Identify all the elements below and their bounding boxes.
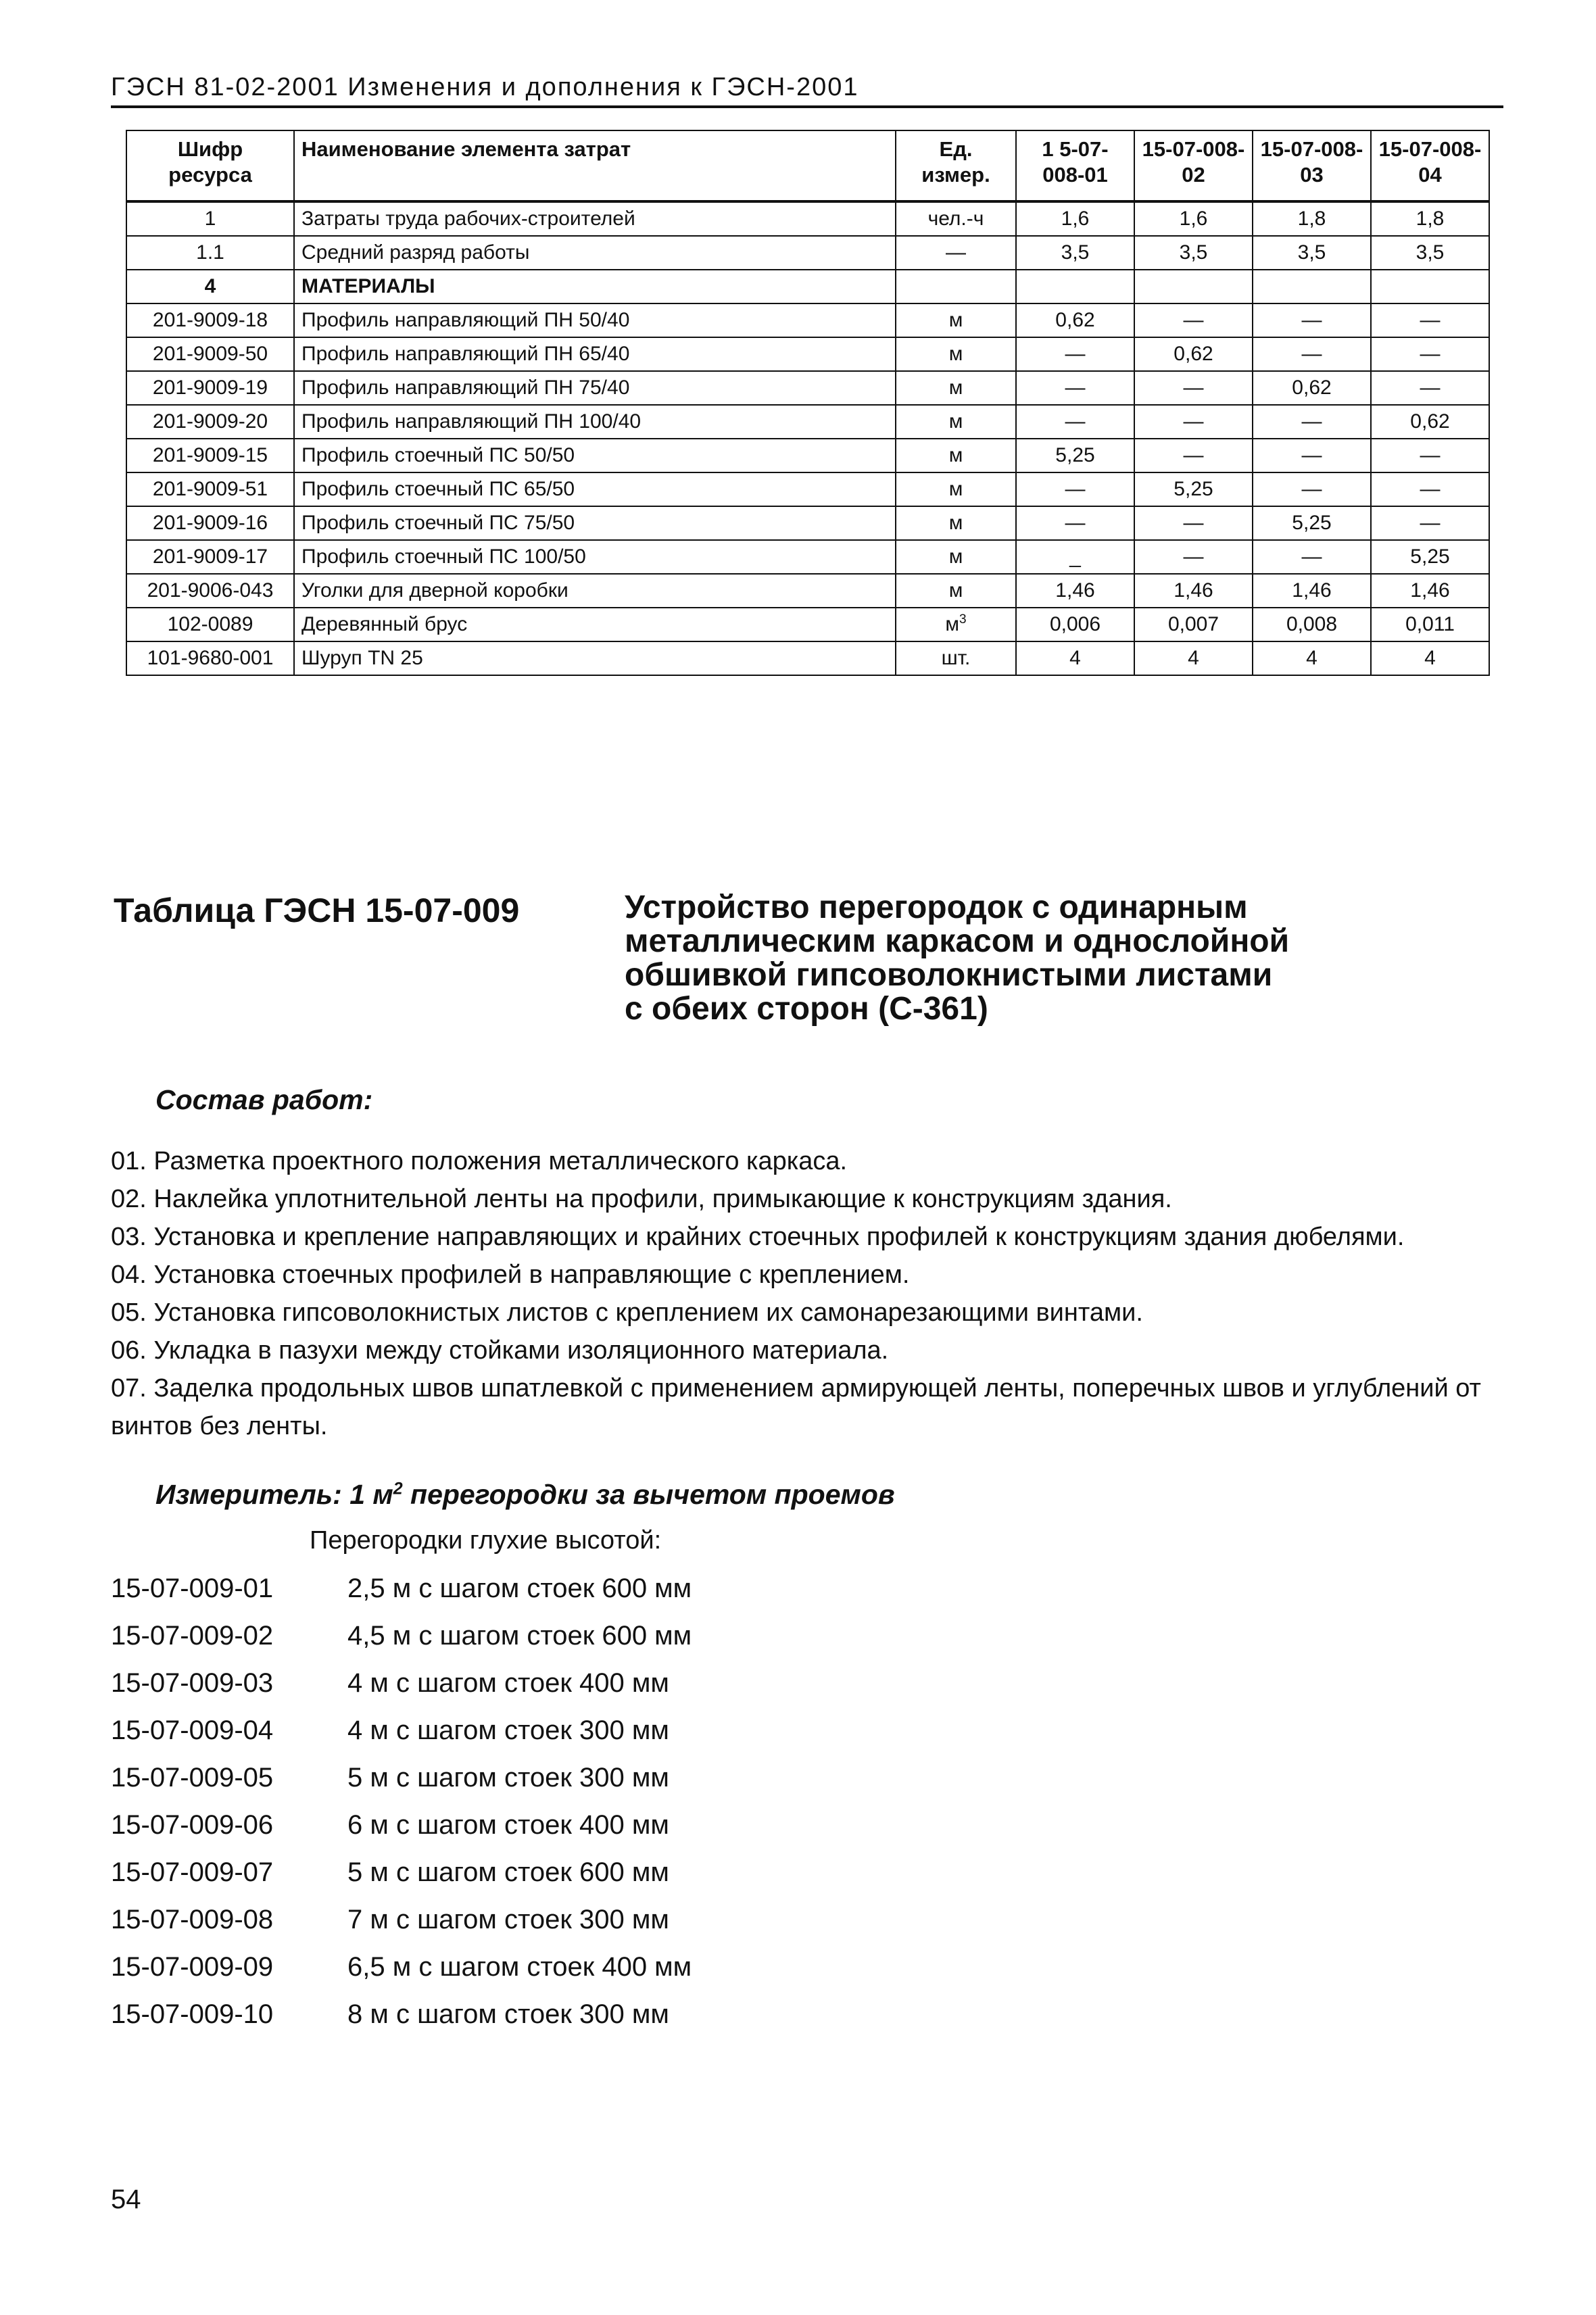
cell-code [126,574,294,608]
table-row [126,608,1489,641]
variant-code: 15-07-009-08 [111,1905,274,1934]
cell-name-text: Профиль стоечный ПС 65/50 [301,478,575,500]
variant-code: 15-07-009-01 [111,1574,274,1603]
cell-unit-text: м [948,410,963,433]
cell-value-2 [1134,472,1253,506]
header-code: Шифр ресурса [126,130,294,201]
cell-value-4 [1371,439,1489,472]
cell-value-3-text: 0,008 [1286,613,1338,635]
header-rule [111,105,1503,108]
cell-name-text: МАТЕРИАЛЫ [301,275,435,297]
cell-value-3-text: — [1301,309,1322,331]
cell-value-4 [1371,405,1489,439]
cell-value-4 [1371,506,1489,540]
resource-norms-table [126,130,1490,676]
cell-unit-text: чел.-ч [927,208,984,230]
cell-value-1-text: _ [1069,545,1081,568]
table-label: Таблица ГЭСН 15-07-009 [114,892,520,929]
cell-value-4 [1371,608,1489,641]
cell-code-text: 1 [204,208,216,230]
cell-value-4-text: 1,8 [1416,208,1445,230]
cell-value-4-text: 3,5 [1416,241,1445,264]
cell-unit [896,574,1016,608]
variant-row [111,1617,1125,1664]
variant-description: 2,5 м с шагом стоек 600 мм [347,1574,692,1603]
cell-value-4 [1371,540,1489,574]
variant-row [111,1901,1125,1948]
table-row [126,439,1489,472]
cell-value-3 [1253,337,1371,371]
cell-value-1 [1016,439,1134,472]
cell-unit-text: м [948,343,963,365]
unit-superscript: 3 [959,612,967,627]
cell-name [294,472,896,506]
cell-value-4-text: 0,62 [1410,410,1450,433]
cell-code-text: 201-9006-043 [147,579,274,602]
variant-description: 8 м с шагом стоек 300 мм [347,1999,669,2029]
table-row [126,540,1489,574]
cell-unit [896,506,1016,540]
cell-value-3-text: — [1301,410,1322,433]
cell-value-4 [1371,371,1489,405]
cell-value-2-text: 5,25 [1174,478,1213,500]
cell-code [126,270,294,303]
variant-code: 15-07-009-09 [111,1952,274,1982]
cell-code-text: 201-9009-16 [152,512,268,534]
cell-value-3-text: — [1301,444,1322,466]
cell-value-2 [1134,574,1253,608]
cell-code [126,337,294,371]
cell-code-text: 4 [204,275,216,297]
cell-value-3-text: 1,46 [1292,579,1332,602]
cell-value-1 [1016,608,1134,641]
cell-name-text: Профиль стоечный ПС 50/50 [301,444,575,466]
cell-value-4 [1371,201,1489,236]
cell-value-2-text: 0,62 [1174,343,1213,365]
cell-value-1-text: 3,5 [1061,241,1090,264]
table-row [126,506,1489,540]
cell-value-4 [1371,641,1489,675]
cell-value-1 [1016,472,1134,506]
cell-name-text: Уголки для дверной коробки [301,579,569,602]
cell-value-1-text: — [1065,343,1086,365]
cell-name [294,574,896,608]
cell-code [126,303,294,337]
cell-value-2-text: — [1183,376,1204,399]
cell-value-2-text: — [1183,512,1204,534]
table-title-line: Устройство перегородок с одинарным [625,890,1248,925]
cell-code-text: 102-0089 [167,613,253,635]
cell-value-1 [1016,405,1134,439]
cell-value-2 [1134,201,1253,236]
cell-value-2-text: 4 [1188,647,1199,669]
cell-value-4-text: — [1420,444,1441,466]
cell-value-1 [1016,371,1134,405]
works-heading: Состав работ: [155,1084,373,1115]
cell-unit [896,608,1016,641]
cell-name [294,371,896,405]
cell-unit-text: шт. [941,647,971,669]
cell-code [126,472,294,506]
cell-value-4 [1371,337,1489,371]
cell-unit [896,371,1016,405]
variant-row [111,1664,1125,1711]
cell-value-2 [1134,405,1253,439]
cell-name [294,270,896,303]
header-unit: Ед. измер. [896,130,1016,201]
cell-value-2 [1134,337,1253,371]
variants-list [111,1569,1125,2043]
variant-row [111,1711,1125,1759]
cell-value-4-text: — [1420,512,1441,534]
variant-description: 7 м с шагом стоек 300 мм [347,1905,669,1934]
work-item: 06. Укладка в пазухи между стойками изоляционного материала. [111,1336,889,1365]
measure-prefix: Измеритель: 1 м [155,1479,393,1510]
cell-name [294,540,896,574]
running-header: ГЭСН 81-02-2001 Изменения и дополнения к ГЭСН-2001 [111,73,859,101]
works-list [111,1142,1517,1445]
cell-value-4 [1371,472,1489,506]
cell-value-2-text: — [1183,309,1204,331]
cell-value-3-text: 3,5 [1297,241,1326,264]
cell-name [294,506,896,540]
table-header-row [126,130,1489,201]
cell-value-1-text: 0,006 [1049,613,1101,635]
cell-value-4 [1371,236,1489,270]
table-row [126,472,1489,506]
cell-name [294,641,896,675]
measure-superscript: 2 [393,1479,403,1498]
variant-row [111,1853,1125,1901]
cell-unit-text: м [948,512,963,534]
work-item: 07. Заделка продольных швов шпатлевкой с применением армирующей ленты, поперечных швов и углублений от винтов без ленты. [111,1374,1481,1440]
cell-code [126,641,294,675]
cell-value-1-text: — [1065,376,1086,399]
cell-unit [896,472,1016,506]
table-title [625,891,1476,1026]
cell-value-3 [1253,506,1371,540]
cell-code [126,405,294,439]
variant-description: 4 м с шагом стоек 300 мм [347,1715,669,1745]
cell-name-text: Затраты труда рабочих-строителей [301,208,635,230]
cell-unit-text: м [948,376,963,399]
table-row [126,270,1489,303]
table-row [126,641,1489,675]
cell-value-3 [1253,472,1371,506]
header-col-2: 15-07-008-02 [1134,130,1253,201]
cell-value-2-text: 1,46 [1174,579,1213,602]
cell-code [126,439,294,472]
cell-value-4-text: 1,46 [1410,579,1450,602]
header-col-1: 1 5-07-008-01 [1016,130,1134,201]
cell-value-3 [1253,641,1371,675]
variant-code: 15-07-009-06 [111,1810,274,1840]
cell-name-text: Средний разряд работы [301,241,530,264]
cell-value-1 [1016,540,1134,574]
variant-row [111,1948,1125,1995]
cell-value-4-text: — [1420,376,1441,399]
cell-value-3 [1253,405,1371,439]
cell-name [294,337,896,371]
cell-value-2 [1134,641,1253,675]
cell-value-2 [1134,303,1253,337]
work-item: 05. Установка гипсоволокнистых листов с креплением их самонарезающими винтами. [111,1298,1143,1327]
work-item: 01. Разметка проектного положения металлического каркаса. [111,1147,848,1175]
cell-value-1-text: 0,62 [1055,309,1095,331]
cell-value-4-text: — [1420,343,1441,365]
cell-value-2 [1134,371,1253,405]
cell-name-text: Профиль стоечный ПС 75/50 [301,512,575,534]
table-body [126,201,1489,675]
cell-value-3 [1253,270,1371,303]
variant-description: 6 м с шагом стоек 400 мм [347,1810,669,1840]
cell-value-3-text: — [1301,478,1322,500]
cell-code-text: 201-9009-17 [152,545,268,568]
cell-value-4-text: — [1420,478,1441,500]
cell-unit-text: — [946,241,966,264]
header-name: Наименование элемента затрат [294,130,896,201]
cell-value-3-text: 0,62 [1292,376,1332,399]
cell-value-2-text: 3,5 [1179,241,1208,264]
cell-code-text: 101-9680-001 [147,647,274,669]
cell-value-3-text: — [1301,545,1322,568]
cell-code [126,506,294,540]
measure-suffix: перегородки за вычетом проемов [402,1479,895,1510]
variants-heading: Перегородки глухие высотой: [310,1526,662,1555]
cell-value-1-text: — [1065,478,1086,500]
page-number: 54 [111,2185,141,2214]
table-row [126,201,1489,236]
cell-value-1 [1016,506,1134,540]
cell-code [126,371,294,405]
variant-code: 15-07-009-10 [111,1999,274,2029]
cell-value-4-text: 4 [1424,647,1436,669]
table-title-line: металлическим каркасом и однослойной [625,923,1290,959]
table-row [126,371,1489,405]
cell-code-text: 1.1 [196,241,224,264]
cell-code-text: 201-9009-19 [152,376,268,399]
cell-unit-text: м [948,444,963,466]
cell-name-text: Деревянный брус [301,613,468,635]
variant-description: 5 м с шагом стоек 300 мм [347,1763,669,1793]
cell-code-text: 201-9009-51 [152,478,268,500]
cell-value-1-text: — [1065,410,1086,433]
table-row [126,337,1489,371]
cell-value-1-text: 4 [1069,647,1081,669]
measure-unit [155,1479,895,1511]
cell-value-1 [1016,236,1134,270]
cell-value-1-text: 1,6 [1061,208,1090,230]
variant-code: 15-07-009-04 [111,1715,274,1745]
cell-code-text: 201-9009-20 [152,410,268,433]
cell-name [294,236,896,270]
cell-unit-text: м [948,309,963,331]
variant-description: 5 м с шагом стоек 600 мм [347,1857,669,1887]
cell-unit-text: м [948,478,963,500]
cell-value-3 [1253,201,1371,236]
cell-value-3-text: 5,25 [1292,512,1332,534]
table-row [126,236,1489,270]
cell-unit [896,270,1016,303]
cell-value-4-text: 5,25 [1410,545,1450,568]
cell-value-3-text: 4 [1306,647,1317,669]
variant-row [111,1569,1125,1617]
cell-unit [896,201,1016,236]
cell-unit [896,439,1016,472]
cell-value-3 [1253,371,1371,405]
cell-unit-text: м [945,613,960,635]
cell-value-1-text: — [1065,512,1086,534]
cell-name [294,439,896,472]
cell-value-2-text: 0,007 [1167,613,1219,635]
variant-description: 4 м с шагом стоек 400 мм [347,1668,669,1698]
cell-code [126,201,294,236]
cell-value-2-text: 1,6 [1179,208,1208,230]
cell-value-1-text: 1,46 [1055,579,1095,602]
cell-value-2 [1134,439,1253,472]
cell-value-2 [1134,270,1253,303]
cell-value-1 [1016,201,1134,236]
cell-value-4-text: 0,011 [1405,613,1455,635]
cell-value-2 [1134,608,1253,641]
variant-code: 15-07-009-05 [111,1763,274,1793]
cell-unit-text: м [948,545,963,568]
cell-name [294,608,896,641]
cell-value-3-text: — [1301,343,1322,365]
variant-code: 15-07-009-02 [111,1621,274,1651]
cell-code [126,236,294,270]
cell-value-3 [1253,303,1371,337]
cell-name-text: Профиль стоечный ПС 100/50 [301,545,586,568]
cell-unit [896,405,1016,439]
variant-description: 4,5 м с шагом стоек 600 мм [347,1621,692,1651]
variant-row [111,1995,1125,2043]
header-col-4: 15-07-008-04 [1371,130,1489,201]
cell-value-1-text: 5,25 [1055,444,1095,466]
cell-unit [896,303,1016,337]
cell-value-2-text: — [1183,444,1204,466]
table-row [126,574,1489,608]
cell-value-3 [1253,236,1371,270]
work-item: 02. Наклейка уплотнительной ленты на профили, примыкающие к конструкциям здания. [111,1185,1172,1213]
cell-code-text: 201-9009-15 [152,444,268,466]
cell-value-1 [1016,303,1134,337]
cell-code-text: 201-9009-50 [152,343,268,365]
cell-value-2-text: — [1183,545,1204,568]
work-item: 04. Установка стоечных профилей в направляющие с креплением. [111,1261,910,1289]
cell-value-3 [1253,574,1371,608]
cell-code-text: 201-9009-18 [152,309,268,331]
cell-name-text: Профиль направляющий ПН 65/40 [301,343,630,365]
table-row [126,405,1489,439]
variant-code: 15-07-009-07 [111,1857,274,1887]
cell-name-text: Профиль направляющий ПН 50/40 [301,309,630,331]
variant-code: 15-07-009-03 [111,1668,274,1698]
cell-name [294,405,896,439]
cell-unit [896,236,1016,270]
variant-row [111,1759,1125,1806]
cell-value-4 [1371,574,1489,608]
cell-code [126,540,294,574]
cell-value-2 [1134,540,1253,574]
work-item: 03. Установка и крепление направляющих и крайних стоечных профилей к конструкциям здания дюбелями. [111,1223,1405,1251]
cell-value-1 [1016,641,1134,675]
variant-description: 6,5 м с шагом стоек 400 мм [347,1952,692,1982]
cell-code [126,608,294,641]
cell-name-text: Шуруп TN 25 [301,647,423,669]
cell-name-text: Профиль направляющий ПН 75/40 [301,376,630,399]
cell-value-3 [1253,540,1371,574]
cell-name [294,303,896,337]
cell-value-1 [1016,337,1134,371]
table-row [126,303,1489,337]
cell-value-4 [1371,303,1489,337]
cell-value-2-text: — [1183,410,1204,433]
cell-value-3 [1253,439,1371,472]
table-title-line: обшивкой гипсоволокнистыми листами [625,957,1273,993]
cell-value-4-text: — [1420,309,1441,331]
header-col-3: 15-07-008-03 [1253,130,1371,201]
cell-unit-text: м [948,579,963,602]
cell-value-3 [1253,608,1371,641]
cell-unit [896,540,1016,574]
cell-value-3-text: 1,8 [1297,208,1326,230]
cell-value-2 [1134,506,1253,540]
cell-value-2 [1134,236,1253,270]
cell-name-text: Профиль направляющий ПН 100/40 [301,410,642,433]
cell-value-1 [1016,270,1134,303]
variant-row [111,1806,1125,1853]
table-title-line: с обеих сторон (С-361) [625,991,988,1027]
cell-name [294,201,896,236]
cell-unit [896,641,1016,675]
cell-value-4 [1371,270,1489,303]
cell-value-1 [1016,574,1134,608]
cell-unit [896,337,1016,371]
